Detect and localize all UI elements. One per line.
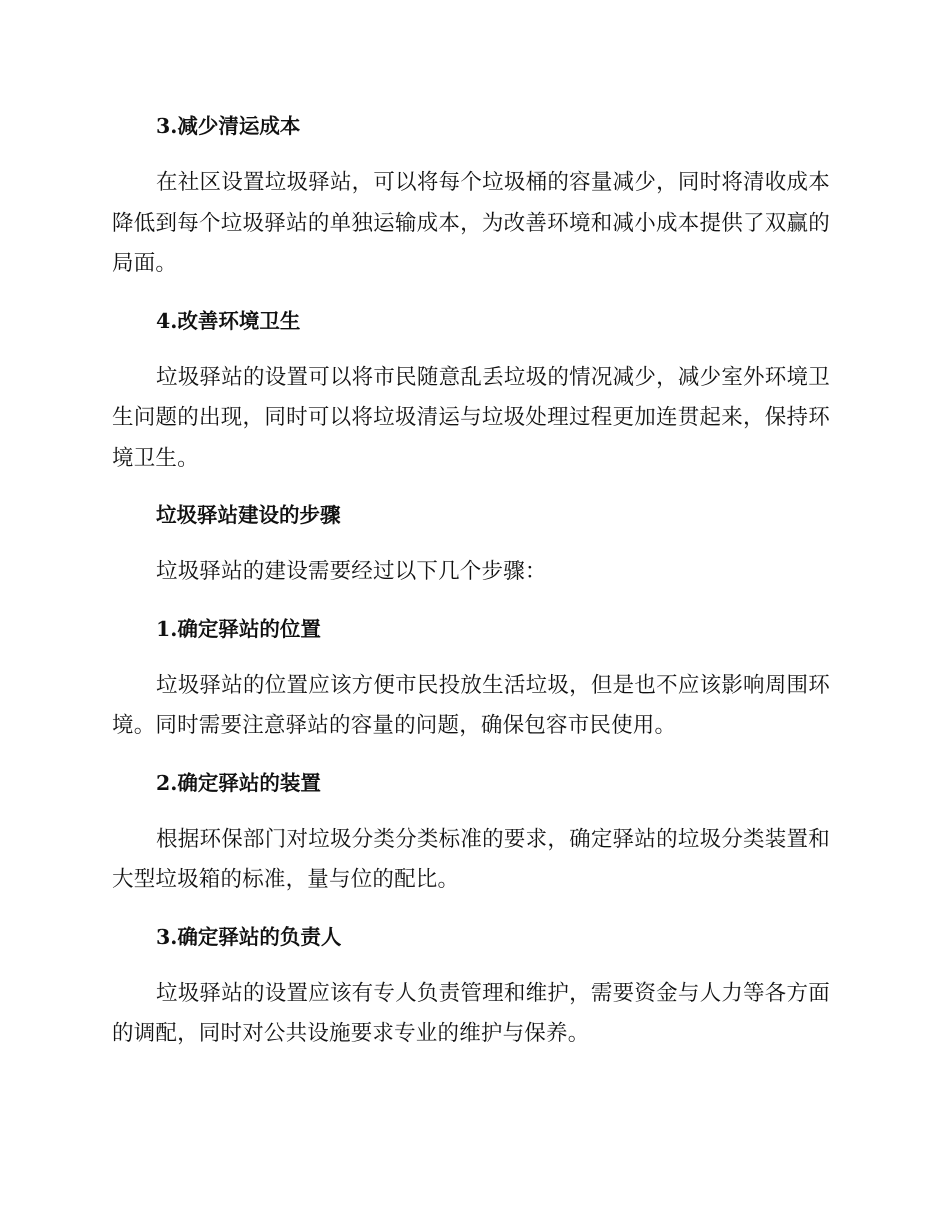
paragraph-station-equipment: 根据环保部门对垃圾分类分类标准的要求，确定驿站的垃圾分类装置和大型垃圾箱的标准，量与位的配比。 [112,826,830,892]
section-heading-station-manager: 3.确定驿站的负责人 [156,924,342,949]
section-heading-station-location: 1.确定驿站的位置 [156,616,321,641]
section-heading-reduce-cost: 3.减少清运成本 [156,114,301,138]
document-page [112,108,830,1055]
paragraph-construction-steps-intro: 垃圾驿站的建设需要经过以下几个步骤： [156,559,547,584]
section-heading-construction-steps: 垃圾驿站建设的步骤 [156,503,341,527]
paragraph-station-location: 垃圾驿站的位置应该方便市民投放生活垃圾，但是也不应该影响周围环境。同时需要注意驿站的容量的问题，确保包容市民使用。 [112,672,830,738]
paragraph-improve-sanitation: 垃圾驿站的设置可以将市民随意乱丢垃圾的情况减少，减少室外环境卫生问题的出现，同时可以将垃圾清运与垃圾处理过程更加连贯起来，保持环境卫生。 [112,364,830,471]
paragraph-station-manager: 垃圾驿站的设置应该有专人负责管理和维护，需要资金与人力等各方面的调配，同时对公共设施要求专业的维护与保养。 [112,980,830,1046]
paragraph-reduce-cost: 在社区设置垃圾驿站，可以将每个垃圾桶的容量减少，同时将清收成本降低到每个垃圾驿站的单独运输成本，为改善环境和减小成本提供了双赢的局面。 [112,170,830,276]
section-heading-improve-sanitation: 4.改善环境卫生 [156,308,301,333]
section-heading-station-equipment: 2.确定驿站的装置 [156,770,321,795]
